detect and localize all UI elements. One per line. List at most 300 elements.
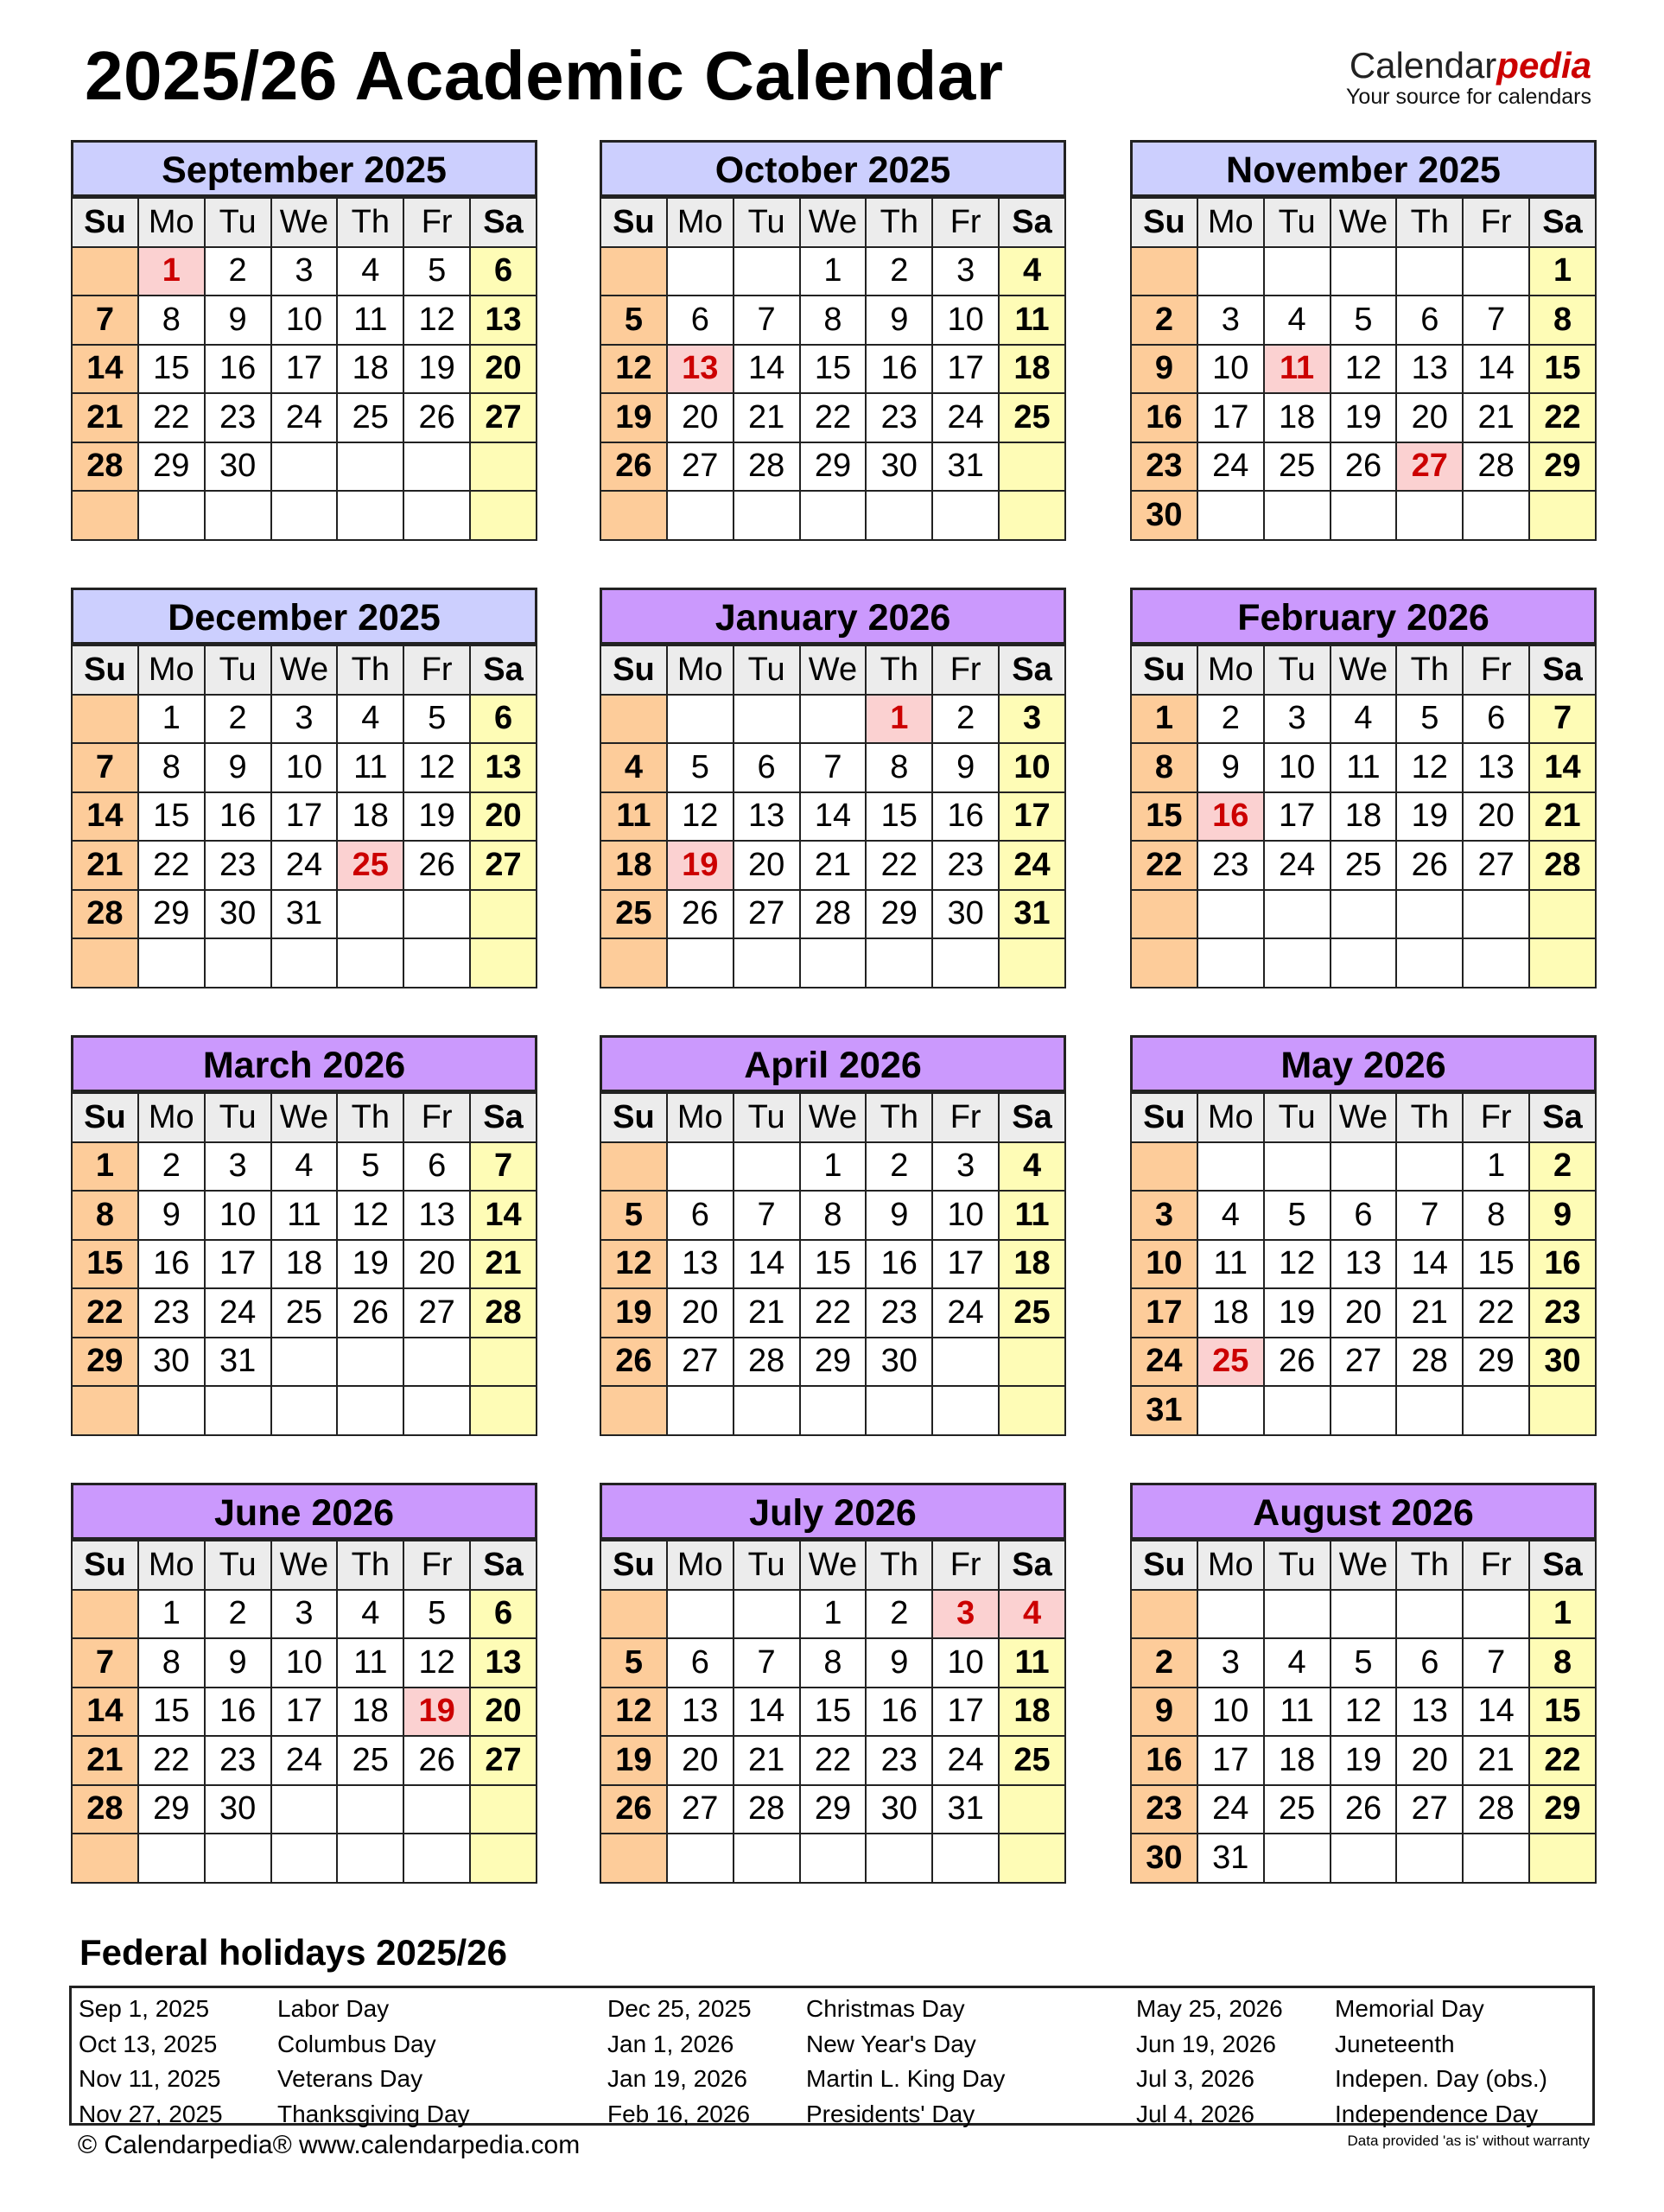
day-cell[interactable]: 21: [800, 841, 867, 890]
day-cell[interactable]: 5: [1396, 695, 1463, 744]
day-cell[interactable]: 17: [999, 792, 1065, 842]
day-cell[interactable]: 7: [734, 1191, 800, 1240]
day-cell[interactable]: 2: [138, 1142, 205, 1192]
day-cell[interactable]: 24: [271, 393, 338, 442]
day-cell[interactable]: 1: [800, 1142, 867, 1192]
day-cell[interactable]: 14: [734, 1688, 800, 1737]
day-cell[interactable]: 11: [999, 296, 1065, 345]
day-cell[interactable]: 8: [800, 1638, 867, 1688]
day-cell[interactable]: 4: [337, 1590, 403, 1639]
day-cell[interactable]: 9: [1197, 743, 1264, 792]
day-cell[interactable]: 5: [403, 247, 470, 296]
holiday-day-cell[interactable]: 25: [1197, 1338, 1264, 1387]
day-cell[interactable]: 19: [1264, 1288, 1331, 1338]
day-cell[interactable]: 15: [1529, 345, 1596, 394]
day-cell[interactable]: 6: [470, 695, 537, 744]
day-cell[interactable]: 19: [403, 792, 470, 842]
day-cell[interactable]: 10: [999, 743, 1065, 792]
day-cell[interactable]: 19: [600, 393, 667, 442]
day-cell[interactable]: 3: [271, 695, 338, 744]
day-cell[interactable]: 25: [337, 1736, 403, 1785]
day-cell[interactable]: 28: [1463, 1785, 1529, 1834]
day-cell[interactable]: 28: [1529, 841, 1596, 890]
day-cell[interactable]: 15: [866, 792, 932, 842]
day-cell[interactable]: 14: [1463, 345, 1529, 394]
day-cell[interactable]: 6: [667, 1191, 734, 1240]
day-cell[interactable]: 22: [800, 393, 867, 442]
day-cell[interactable]: 25: [1331, 841, 1397, 890]
day-cell[interactable]: 16: [932, 792, 999, 842]
day-cell[interactable]: 23: [1131, 1785, 1197, 1834]
day-cell[interactable]: 17: [205, 1240, 271, 1289]
day-cell[interactable]: 12: [1396, 743, 1463, 792]
day-cell[interactable]: 22: [800, 1736, 867, 1785]
day-cell[interactable]: 15: [1463, 1240, 1529, 1289]
day-cell[interactable]: 6: [667, 296, 734, 345]
holiday-day-cell[interactable]: 1: [138, 247, 205, 296]
day-cell[interactable]: 18: [999, 345, 1065, 394]
day-cell[interactable]: 10: [1197, 345, 1264, 394]
day-cell[interactable]: 17: [932, 345, 999, 394]
day-cell[interactable]: 6: [667, 1638, 734, 1688]
day-cell[interactable]: 7: [72, 1638, 138, 1688]
day-cell[interactable]: 31: [271, 890, 338, 939]
day-cell[interactable]: 17: [271, 792, 338, 842]
day-cell[interactable]: 15: [138, 792, 205, 842]
day-cell[interactable]: 6: [1463, 695, 1529, 744]
day-cell[interactable]: 22: [866, 841, 932, 890]
day-cell[interactable]: 17: [1264, 792, 1331, 842]
day-cell[interactable]: 7: [734, 1638, 800, 1688]
day-cell[interactable]: 1: [1529, 1590, 1596, 1639]
day-cell[interactable]: 26: [403, 841, 470, 890]
day-cell[interactable]: 22: [1131, 841, 1197, 890]
day-cell[interactable]: 26: [1331, 442, 1397, 492]
day-cell[interactable]: 20: [667, 393, 734, 442]
day-cell[interactable]: 23: [205, 1736, 271, 1785]
day-cell[interactable]: 26: [1264, 1338, 1331, 1387]
day-cell[interactable]: 8: [1463, 1191, 1529, 1240]
day-cell[interactable]: 22: [138, 841, 205, 890]
day-cell[interactable]: 23: [205, 841, 271, 890]
day-cell[interactable]: 20: [734, 841, 800, 890]
day-cell[interactable]: 1: [800, 1590, 867, 1639]
day-cell[interactable]: 18: [999, 1240, 1065, 1289]
day-cell[interactable]: 1: [1529, 247, 1596, 296]
day-cell[interactable]: 10: [1197, 1688, 1264, 1737]
day-cell[interactable]: 11: [1331, 743, 1397, 792]
day-cell[interactable]: 12: [1331, 345, 1397, 394]
day-cell[interactable]: 28: [734, 442, 800, 492]
day-cell[interactable]: 15: [138, 345, 205, 394]
day-cell[interactable]: 16: [866, 1240, 932, 1289]
day-cell[interactable]: 4: [337, 247, 403, 296]
day-cell[interactable]: 30: [1131, 491, 1197, 540]
day-cell[interactable]: 13: [1396, 345, 1463, 394]
day-cell[interactable]: 2: [866, 1590, 932, 1639]
day-cell[interactable]: 29: [800, 442, 867, 492]
holiday-day-cell[interactable]: 19: [403, 1688, 470, 1737]
day-cell[interactable]: 9: [932, 743, 999, 792]
day-cell[interactable]: 21: [72, 841, 138, 890]
day-cell[interactable]: 2: [866, 1142, 932, 1192]
day-cell[interactable]: 17: [271, 345, 338, 394]
day-cell[interactable]: 13: [470, 743, 537, 792]
day-cell[interactable]: 2: [932, 695, 999, 744]
day-cell[interactable]: 18: [1331, 792, 1397, 842]
day-cell[interactable]: 12: [600, 345, 667, 394]
day-cell[interactable]: 29: [138, 890, 205, 939]
day-cell[interactable]: 27: [470, 393, 537, 442]
day-cell[interactable]: 8: [138, 743, 205, 792]
day-cell[interactable]: 12: [403, 1638, 470, 1688]
day-cell[interactable]: 19: [1331, 393, 1397, 442]
day-cell[interactable]: 21: [470, 1240, 537, 1289]
day-cell[interactable]: 13: [1463, 743, 1529, 792]
day-cell[interactable]: 14: [734, 345, 800, 394]
day-cell[interactable]: 5: [1331, 296, 1397, 345]
day-cell[interactable]: 7: [1463, 296, 1529, 345]
day-cell[interactable]: 3: [271, 247, 338, 296]
day-cell[interactable]: 29: [800, 1785, 867, 1834]
holiday-day-cell[interactable]: 13: [667, 345, 734, 394]
day-cell[interactable]: 11: [337, 743, 403, 792]
day-cell[interactable]: 1: [138, 1590, 205, 1639]
day-cell[interactable]: 9: [205, 743, 271, 792]
day-cell[interactable]: 3: [999, 695, 1065, 744]
day-cell[interactable]: 27: [667, 1785, 734, 1834]
day-cell[interactable]: 23: [866, 1288, 932, 1338]
day-cell[interactable]: 20: [470, 792, 537, 842]
day-cell[interactable]: 22: [1529, 393, 1596, 442]
day-cell[interactable]: 22: [1463, 1288, 1529, 1338]
day-cell[interactable]: 26: [600, 1785, 667, 1834]
day-cell[interactable]: 31: [932, 1785, 999, 1834]
day-cell[interactable]: 14: [470, 1191, 537, 1240]
day-cell[interactable]: 19: [600, 1288, 667, 1338]
day-cell[interactable]: 20: [667, 1288, 734, 1338]
day-cell[interactable]: 7: [800, 743, 867, 792]
day-cell[interactable]: 27: [403, 1288, 470, 1338]
day-cell[interactable]: 25: [999, 393, 1065, 442]
day-cell[interactable]: 14: [72, 1688, 138, 1737]
day-cell[interactable]: 21: [72, 1736, 138, 1785]
day-cell[interactable]: 13: [470, 1638, 537, 1688]
day-cell[interactable]: 28: [1463, 442, 1529, 492]
day-cell[interactable]: 17: [1197, 1736, 1264, 1785]
day-cell[interactable]: 6: [470, 1590, 537, 1639]
day-cell[interactable]: 29: [138, 442, 205, 492]
day-cell[interactable]: 23: [866, 393, 932, 442]
day-cell[interactable]: 24: [271, 1736, 338, 1785]
day-cell[interactable]: 5: [337, 1142, 403, 1192]
day-cell[interactable]: 24: [1197, 1785, 1264, 1834]
day-cell[interactable]: 9: [1131, 345, 1197, 394]
day-cell[interactable]: 4: [1264, 1638, 1331, 1688]
day-cell[interactable]: 4: [999, 1142, 1065, 1192]
day-cell[interactable]: 26: [1396, 841, 1463, 890]
day-cell[interactable]: 10: [205, 1191, 271, 1240]
day-cell[interactable]: 11: [271, 1191, 338, 1240]
day-cell[interactable]: 20: [1396, 393, 1463, 442]
day-cell[interactable]: 28: [800, 890, 867, 939]
day-cell[interactable]: 16: [205, 792, 271, 842]
day-cell[interactable]: 10: [932, 1638, 999, 1688]
day-cell[interactable]: 17: [932, 1688, 999, 1737]
day-cell[interactable]: 20: [1331, 1288, 1397, 1338]
day-cell[interactable]: 9: [866, 1191, 932, 1240]
day-cell[interactable]: 24: [932, 393, 999, 442]
day-cell[interactable]: 18: [271, 1240, 338, 1289]
day-cell[interactable]: 24: [1197, 442, 1264, 492]
day-cell[interactable]: 28: [734, 1785, 800, 1834]
day-cell[interactable]: 15: [800, 1688, 867, 1737]
day-cell[interactable]: 4: [1331, 695, 1397, 744]
day-cell[interactable]: 20: [470, 1688, 537, 1737]
day-cell[interactable]: 5: [667, 743, 734, 792]
day-cell[interactable]: 6: [734, 743, 800, 792]
day-cell[interactable]: 22: [800, 1288, 867, 1338]
day-cell[interactable]: 4: [271, 1142, 338, 1192]
day-cell[interactable]: 2: [1131, 1638, 1197, 1688]
day-cell[interactable]: 24: [999, 841, 1065, 890]
day-cell[interactable]: 29: [138, 1785, 205, 1834]
day-cell[interactable]: 18: [1264, 393, 1331, 442]
footer-copyright[interactable]: © Calendarpedia® www.calendarpedia.com: [78, 2131, 581, 2159]
day-cell[interactable]: 2: [1529, 1142, 1596, 1192]
day-cell[interactable]: 13: [667, 1240, 734, 1289]
day-cell[interactable]: 17: [271, 1688, 338, 1737]
day-cell[interactable]: 18: [337, 792, 403, 842]
holiday-day-cell[interactable]: 4: [999, 1590, 1065, 1639]
day-cell[interactable]: 14: [1463, 1688, 1529, 1737]
day-cell[interactable]: 23: [1131, 442, 1197, 492]
day-cell[interactable]: 11: [999, 1638, 1065, 1688]
day-cell[interactable]: 3: [271, 1590, 338, 1639]
day-cell[interactable]: 30: [932, 890, 999, 939]
day-cell[interactable]: 16: [205, 345, 271, 394]
day-cell[interactable]: 2: [205, 247, 271, 296]
day-cell[interactable]: 30: [1529, 1338, 1596, 1387]
day-cell[interactable]: 28: [734, 1338, 800, 1387]
day-cell[interactable]: 14: [800, 792, 867, 842]
day-cell[interactable]: 12: [403, 296, 470, 345]
day-cell[interactable]: 26: [600, 1338, 667, 1387]
day-cell[interactable]: 18: [1264, 1736, 1331, 1785]
day-cell[interactable]: 25: [337, 393, 403, 442]
day-cell[interactable]: 16: [866, 345, 932, 394]
day-cell[interactable]: 10: [271, 296, 338, 345]
day-cell[interactable]: 28: [72, 1785, 138, 1834]
day-cell[interactable]: 19: [1331, 1736, 1397, 1785]
day-cell[interactable]: 29: [1529, 1785, 1596, 1834]
day-cell[interactable]: 3: [1197, 296, 1264, 345]
holiday-day-cell[interactable]: 3: [932, 1590, 999, 1639]
day-cell[interactable]: 7: [72, 296, 138, 345]
day-cell[interactable]: 15: [72, 1240, 138, 1289]
day-cell[interactable]: 2: [866, 247, 932, 296]
day-cell[interactable]: 11: [1264, 1688, 1331, 1737]
day-cell[interactable]: 22: [138, 393, 205, 442]
day-cell[interactable]: 2: [205, 1590, 271, 1639]
day-cell[interactable]: 31: [932, 442, 999, 492]
day-cell[interactable]: 30: [866, 442, 932, 492]
day-cell[interactable]: 29: [1529, 442, 1596, 492]
day-cell[interactable]: 12: [667, 792, 734, 842]
day-cell[interactable]: 2: [1197, 695, 1264, 744]
day-cell[interactable]: 11: [600, 792, 667, 842]
day-cell[interactable]: 21: [1396, 1288, 1463, 1338]
day-cell[interactable]: 15: [1529, 1688, 1596, 1737]
day-cell[interactable]: 23: [1529, 1288, 1596, 1338]
day-cell[interactable]: 27: [1463, 841, 1529, 890]
day-cell[interactable]: 26: [1331, 1785, 1397, 1834]
day-cell[interactable]: 21: [72, 393, 138, 442]
day-cell[interactable]: 31: [1197, 1834, 1264, 1883]
day-cell[interactable]: 24: [1131, 1338, 1197, 1387]
day-cell[interactable]: 1: [72, 1142, 138, 1192]
day-cell[interactable]: 17: [1131, 1288, 1197, 1338]
day-cell[interactable]: 16: [1529, 1240, 1596, 1289]
day-cell[interactable]: 8: [800, 296, 867, 345]
day-cell[interactable]: 10: [271, 1638, 338, 1688]
day-cell[interactable]: 20: [667, 1736, 734, 1785]
day-cell[interactable]: 21: [1529, 792, 1596, 842]
day-cell[interactable]: 3: [932, 247, 999, 296]
day-cell[interactable]: 9: [205, 1638, 271, 1688]
day-cell[interactable]: 27: [667, 1338, 734, 1387]
day-cell[interactable]: 24: [205, 1288, 271, 1338]
day-cell[interactable]: 15: [1131, 792, 1197, 842]
day-cell[interactable]: 4: [1264, 296, 1331, 345]
day-cell[interactable]: 5: [600, 1191, 667, 1240]
day-cell[interactable]: 15: [138, 1688, 205, 1737]
day-cell[interactable]: 5: [600, 1638, 667, 1688]
holiday-day-cell[interactable]: 19: [667, 841, 734, 890]
day-cell[interactable]: 31: [1131, 1386, 1197, 1435]
day-cell[interactable]: 25: [999, 1736, 1065, 1785]
day-cell[interactable]: 8: [72, 1191, 138, 1240]
day-cell[interactable]: 3: [1197, 1638, 1264, 1688]
day-cell[interactable]: 22: [72, 1288, 138, 1338]
day-cell[interactable]: 5: [403, 695, 470, 744]
day-cell[interactable]: 14: [72, 792, 138, 842]
day-cell[interactable]: 1: [800, 247, 867, 296]
holiday-day-cell[interactable]: 11: [1264, 345, 1331, 394]
day-cell[interactable]: 11: [1197, 1240, 1264, 1289]
day-cell[interactable]: 8: [138, 296, 205, 345]
day-cell[interactable]: 21: [734, 1288, 800, 1338]
day-cell[interactable]: 3: [1264, 695, 1331, 744]
day-cell[interactable]: 15: [800, 1240, 867, 1289]
day-cell[interactable]: 30: [138, 1338, 205, 1387]
day-cell[interactable]: 30: [1131, 1834, 1197, 1883]
day-cell[interactable]: 10: [1131, 1240, 1197, 1289]
day-cell[interactable]: 7: [470, 1142, 537, 1192]
day-cell[interactable]: 24: [932, 1736, 999, 1785]
day-cell[interactable]: 30: [866, 1338, 932, 1387]
day-cell[interactable]: 11: [337, 296, 403, 345]
day-cell[interactable]: 4: [1197, 1191, 1264, 1240]
day-cell[interactable]: 3: [205, 1142, 271, 1192]
day-cell[interactable]: 30: [205, 1785, 271, 1834]
day-cell[interactable]: 16: [1131, 393, 1197, 442]
day-cell[interactable]: 17: [1197, 393, 1264, 442]
day-cell[interactable]: 26: [667, 890, 734, 939]
day-cell[interactable]: 23: [1197, 841, 1264, 890]
day-cell[interactable]: 8: [800, 1191, 867, 1240]
day-cell[interactable]: 19: [1396, 792, 1463, 842]
day-cell[interactable]: 6: [1331, 1191, 1397, 1240]
day-cell[interactable]: 26: [403, 393, 470, 442]
day-cell[interactable]: 14: [1529, 743, 1596, 792]
day-cell[interactable]: 25: [600, 890, 667, 939]
day-cell[interactable]: 16: [866, 1688, 932, 1737]
day-cell[interactable]: 29: [866, 890, 932, 939]
day-cell[interactable]: 13: [470, 296, 537, 345]
holiday-day-cell[interactable]: 1: [866, 695, 932, 744]
day-cell[interactable]: 27: [667, 442, 734, 492]
day-cell[interactable]: 20: [1463, 792, 1529, 842]
day-cell[interactable]: 8: [1529, 296, 1596, 345]
day-cell[interactable]: 18: [337, 345, 403, 394]
day-cell[interactable]: 25: [1264, 1785, 1331, 1834]
day-cell[interactable]: 8: [866, 743, 932, 792]
day-cell[interactable]: 23: [932, 841, 999, 890]
day-cell[interactable]: 16: [138, 1240, 205, 1289]
day-cell[interactable]: 31: [205, 1338, 271, 1387]
day-cell[interactable]: 3: [1131, 1191, 1197, 1240]
day-cell[interactable]: 20: [470, 345, 537, 394]
day-cell[interactable]: 23: [866, 1736, 932, 1785]
day-cell[interactable]: 1: [1131, 695, 1197, 744]
day-cell[interactable]: 4: [600, 743, 667, 792]
day-cell[interactable]: 2: [1131, 296, 1197, 345]
day-cell[interactable]: 12: [337, 1191, 403, 1240]
holiday-day-cell[interactable]: 25: [337, 841, 403, 890]
day-cell[interactable]: 27: [1396, 1785, 1463, 1834]
day-cell[interactable]: 20: [403, 1240, 470, 1289]
day-cell[interactable]: 28: [72, 890, 138, 939]
day-cell[interactable]: 23: [138, 1288, 205, 1338]
day-cell[interactable]: 10: [271, 743, 338, 792]
day-cell[interactable]: 7: [1529, 695, 1596, 744]
day-cell[interactable]: 22: [1529, 1736, 1596, 1785]
holiday-day-cell[interactable]: 27: [1396, 442, 1463, 492]
day-cell[interactable]: 21: [1463, 393, 1529, 442]
day-cell[interactable]: 16: [205, 1688, 271, 1737]
day-cell[interactable]: 17: [932, 1240, 999, 1289]
day-cell[interactable]: 12: [1264, 1240, 1331, 1289]
day-cell[interactable]: 26: [337, 1288, 403, 1338]
day-cell[interactable]: 24: [932, 1288, 999, 1338]
day-cell[interactable]: 26: [403, 1736, 470, 1785]
day-cell[interactable]: 25: [999, 1288, 1065, 1338]
day-cell[interactable]: 16: [1131, 1736, 1197, 1785]
day-cell[interactable]: 28: [470, 1288, 537, 1338]
day-cell[interactable]: 19: [600, 1736, 667, 1785]
day-cell[interactable]: 23: [205, 393, 271, 442]
day-cell[interactable]: 5: [600, 296, 667, 345]
day-cell[interactable]: 27: [734, 890, 800, 939]
day-cell[interactable]: 10: [932, 1191, 999, 1240]
day-cell[interactable]: 29: [800, 1338, 867, 1387]
day-cell[interactable]: 1: [1463, 1142, 1529, 1192]
day-cell[interactable]: 14: [72, 345, 138, 394]
day-cell[interactable]: 9: [866, 1638, 932, 1688]
day-cell[interactable]: 19: [403, 345, 470, 394]
holiday-day-cell[interactable]: 16: [1197, 792, 1264, 842]
